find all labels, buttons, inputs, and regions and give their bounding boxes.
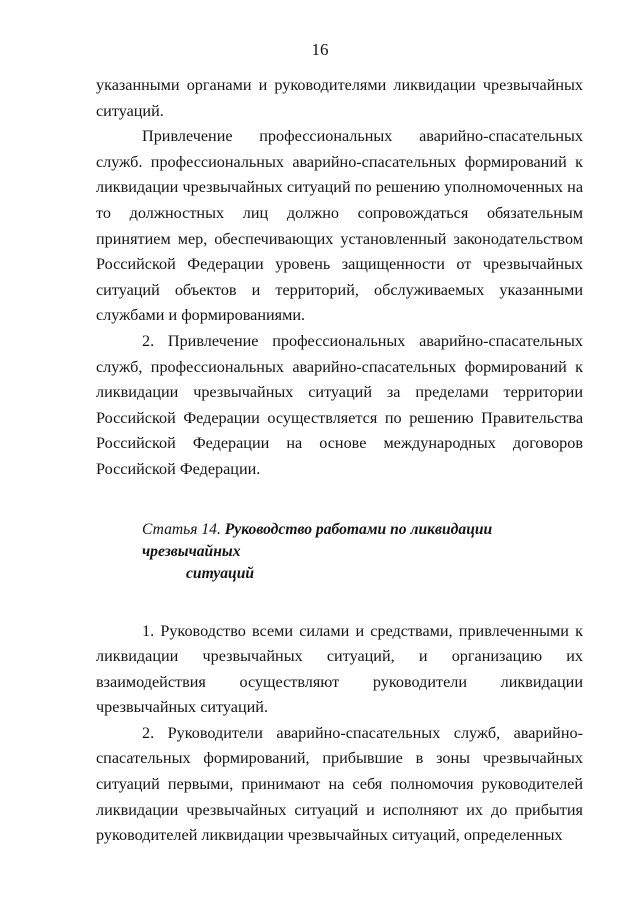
article-title-line1: Руководство работами по ликвидации чрезвычайных [142, 520, 493, 560]
paragraph-1-leadership: 1. Руководство всеми силами и средствами, привлеченными к ликвидации чрезвычайных ситуаций, и организацию их взаимодействия осуществляют руководители ликвидации чрезвычайных ситуаций. [96, 621, 583, 717]
paragraph-2-leaders: 2. Руководители аварийно-спасательных служб, аварийно-спасательных формирований, прибывшие в зоны чрезвычайных ситуаций первыми, принимают на себя полномочия руководителей ликвидации чрезвычайных ситуаций и исполняют их до прибытия руководителей ликвидации чрезвычайных ситуаций, определенных [96, 723, 583, 845]
paragraph-involvement: Привлечение профессиональных аварийно-спасательных служб. профессиональных аварийно-спасательных формирований к ликвидации чрезвычайных ситуаций по решению уполномоченных на то должностных лиц должно сопровождаться обязательным принятием мер, обеспечивающих установленный законодательством Российской Федерации уровень защищенности от чрезвычайных ситуаций объектов и территорий, обслуживаемых указанными службами и формированиями. [96, 127, 583, 325]
paragraph-2-involvement-abroad: 2. Привлечение профессиональных аварийно-спасательных служб, профессиональных аварийно-спасательных формирований к ликвидации чрезвычайных ситуаций за пределами территории Российской Федерации осуществляется по решению Правительства Российской Федерации на основе международных договоров Российской Федерации. [96, 331, 583, 478]
page-number: 16 [311, 40, 329, 59]
paragraph-continuation: указанными органами и руководителями ликвидации чрезвычайных ситуаций. [96, 76, 583, 120]
article-title-line2: ситуаций [186, 564, 255, 582]
document-body [96, 73, 583, 849]
article-heading [96, 519, 583, 585]
article-label: Статья 14. [142, 520, 221, 538]
